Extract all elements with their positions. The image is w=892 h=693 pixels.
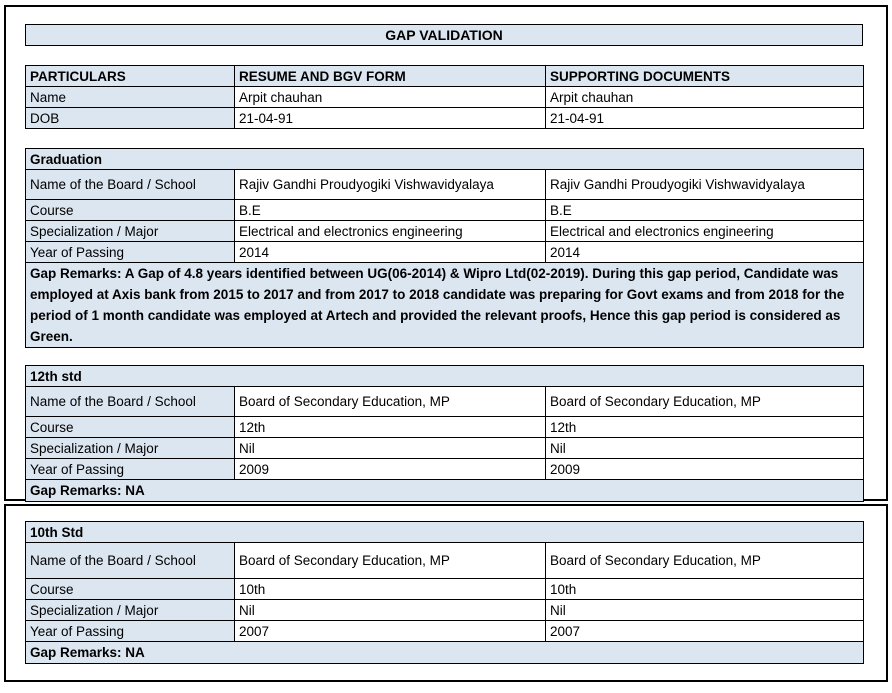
row-label: Name of the Board / School	[26, 170, 235, 200]
twelfth-std-table	[25, 365, 864, 502]
cell-value: Rajiv Gandhi Proudyogiki Vishwavidyalaya	[235, 170, 546, 200]
gap-remarks-text: Gap Remarks: NA	[26, 480, 864, 502]
cell-value: Nil	[546, 438, 864, 459]
cell-value: Arpit chauhan	[235, 87, 546, 108]
row-label: Specialization / Major	[26, 221, 235, 242]
row-label: Course	[26, 417, 235, 438]
cell-value: Electrical and electronics engineering	[546, 221, 864, 242]
section-title: Graduation	[26, 149, 864, 170]
table-row-dob	[26, 108, 864, 129]
table-row-course	[26, 417, 864, 438]
table-row-board	[26, 543, 864, 579]
cell-value: 2007	[546, 621, 864, 642]
row-label: Specialization / Major	[26, 438, 235, 459]
column-header-supporting: SUPPORTING DOCUMENTS	[546, 66, 864, 87]
cell-value: Board of Secondary Education, MP	[546, 387, 864, 417]
gap-remarks-text: Gap Remarks: NA	[26, 642, 864, 664]
section-title: 12th std	[26, 366, 864, 387]
cell-value: 10th	[235, 579, 546, 600]
cell-value: Electrical and electronics engineering	[235, 221, 546, 242]
cell-value: 2009	[235, 459, 546, 480]
cell-value: 12th	[235, 417, 546, 438]
row-label: Name	[26, 87, 235, 108]
row-label: Year of Passing	[26, 242, 235, 263]
table-header-row	[26, 66, 864, 87]
row-label: Course	[26, 579, 235, 600]
table-row-specialization	[26, 600, 864, 621]
cell-value: 2007	[235, 621, 546, 642]
candidate-info-table	[25, 65, 864, 129]
cell-value: Nil	[235, 600, 546, 621]
cell-value: Board of Secondary Education, MP	[235, 543, 546, 579]
gap-remarks-row	[26, 480, 864, 502]
row-label: Course	[26, 200, 235, 221]
tenth-std-table	[25, 521, 864, 664]
column-header-resume: RESUME AND BGV FORM	[235, 66, 546, 87]
cell-value: 21-04-91	[546, 108, 864, 129]
section-header-row	[26, 366, 864, 387]
table-row-course	[26, 579, 864, 600]
row-label: Name of the Board / School	[26, 387, 235, 417]
table-row-name	[26, 87, 864, 108]
page-title: GAP VALIDATION	[25, 24, 863, 46]
section-title: 10th Std	[26, 522, 864, 543]
row-label: Specialization / Major	[26, 600, 235, 621]
row-label: Year of Passing	[26, 459, 235, 480]
table-row-specialization	[26, 438, 864, 459]
cell-value: 2009	[546, 459, 864, 480]
cell-value: B.E	[235, 200, 546, 221]
cell-value: Board of Secondary Education, MP	[546, 543, 864, 579]
cell-value: Board of Secondary Education, MP	[235, 387, 546, 417]
section-header-row	[26, 522, 864, 543]
cell-value: 21-04-91	[235, 108, 546, 129]
cell-value: 10th	[546, 579, 864, 600]
row-label: Year of Passing	[26, 621, 235, 642]
section-header-row	[26, 149, 864, 170]
table-row-course	[26, 200, 864, 221]
gap-remarks-text: Gap Remarks: A Gap of 4.8 years identified between UG(06-2014) & Wipro Ltd(02-2019). During this gap period, Candidate was employed at Axis bank from 2015 to 2017 and from 2017 to 2018 candidate was preparing for Govt exams and from 2018 for the period of 1 month candidate was employed at Artech and provided the relevant proofs, Hence this gap period is considered as Green.	[26, 263, 864, 348]
gap-remarks-row	[26, 642, 864, 664]
table-row-board	[26, 170, 864, 200]
cell-value: Rajiv Gandhi Proudyogiki Vishwavidyalaya	[546, 170, 864, 200]
table-row-year	[26, 459, 864, 480]
cell-value: 2014	[235, 242, 546, 263]
cell-value: Arpit chauhan	[546, 87, 864, 108]
gap-validation-lower-panel	[4, 504, 888, 682]
cell-value: 12th	[546, 417, 864, 438]
gap-remarks-row	[26, 263, 864, 348]
gap-validation-upper-panel	[4, 5, 888, 501]
cell-value: B.E	[546, 200, 864, 221]
table-row-specialization	[26, 221, 864, 242]
cell-value: 2014	[546, 242, 864, 263]
row-label: Name of the Board / School	[26, 543, 235, 579]
table-row-year	[26, 621, 864, 642]
cell-value: Nil	[235, 438, 546, 459]
table-row-board	[26, 387, 864, 417]
row-label: DOB	[26, 108, 235, 129]
cell-value: Nil	[546, 600, 864, 621]
table-row-year	[26, 242, 864, 263]
column-header-particulars: PARTICULARS	[26, 66, 235, 87]
graduation-table	[25, 148, 864, 348]
